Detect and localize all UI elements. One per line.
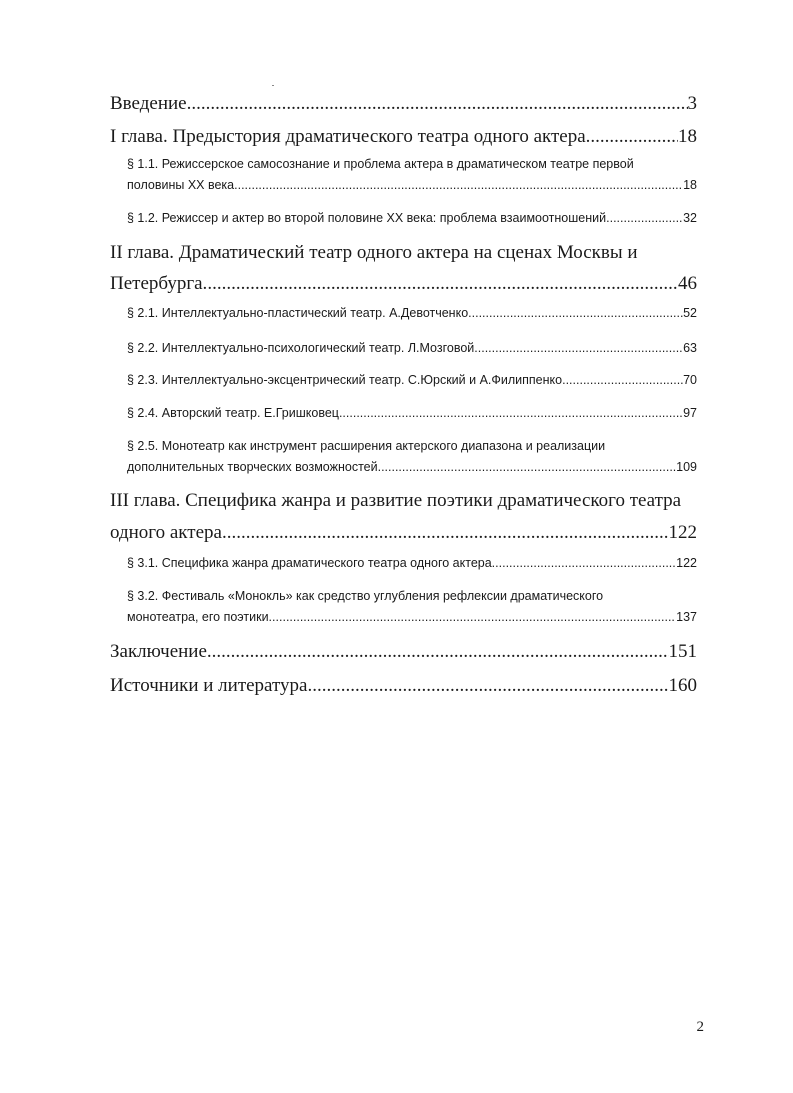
toc-entry-3-2[interactable] [127,610,697,624]
toc-entry-page: 70 [683,373,697,387]
toc-entry-2-5-line1[interactable] [127,439,697,453]
toc-entry-sources[interactable] [110,675,697,697]
toc-leader-dots [207,273,678,295]
toc-entry-chapter-3[interactable] [110,522,697,544]
toc-entry-title: § 1.1. Режиссерское самосознание и проблема актера в драматическом театре первой [127,157,634,171]
toc-entry-title: Заключение. [110,641,212,662]
toc-entry-page: 46 [678,273,697,294]
toc-entry-page: 18 [683,178,697,192]
toc-leader-dots [590,126,678,148]
toc-leader-dots [339,406,683,420]
toc-leader-dots [238,178,684,192]
toc-entry-page: 32 [683,211,697,225]
toc-leader-dots [272,610,676,624]
toc-entry-title: § 2.3. Интеллектуально-эксцентрический театр. С.Юрский и А.Филиппенко. [127,373,566,387]
toc-entry-title: половины XX века. [127,178,238,192]
toc-entry-page: 97 [683,406,697,420]
toc-entry-page: 52 [683,306,697,320]
toc-entry-title: § 2.1. Интеллектуально-пластический театр. А.Девотченко. [127,306,472,320]
toc-entry-title: дополнительных творческих возможностей [127,460,378,474]
toc-entry-page: 137 [676,610,697,624]
toc-entry-page: 160 [668,675,697,696]
toc-entry-1-1[interactable] [127,178,697,192]
toc-entry-title: Петербурга. [110,273,208,294]
toc-entry-title: I глава. Предыстория драматического театра одного актера. [110,126,591,147]
toc-leader-dots [191,93,687,115]
toc-entry-title: § 1.2. Режиссер и актер во второй половине XX века: проблема взаимоотношений. [127,211,610,225]
toc-entry-3-1[interactable] [127,556,697,570]
toc-leader-dots [222,522,669,544]
toc-entry-title: § 2.2. Интеллектуально-психологический театр. Л.Мозговой. [127,341,478,355]
toc-leader-dots [610,211,684,225]
toc-entry-chapter-3-line1[interactable] [110,490,697,512]
toc-entry-page: 3 [687,93,697,114]
toc-entry-chapter-2-line1[interactable] [110,242,697,264]
toc-entry-3-2-line1[interactable] [127,589,697,603]
toc-entry-title: одного актера [110,522,222,543]
toc-entry-2-5[interactable] [127,460,697,474]
toc-entry-page: 63 [683,341,697,355]
toc-leader-dots [472,306,683,320]
toc-entry-title: § 2.5. Монотеатр как инструмент расширения актерского диапазона и реализации [127,439,606,453]
toc-entry-page: 122 [668,522,697,543]
page-number: 2 [696,1019,704,1035]
toc-entry-1-1-line1[interactable] [127,157,697,171]
toc-entry-chapter-2[interactable] [110,273,697,295]
toc-entry-title: § 3.2. Фестиваль «Монокль» как средство углубления рефлексии драматического [127,589,604,603]
toc-entry-page: 109 [676,460,697,474]
toc-entry-2-1[interactable] [127,306,697,320]
toc-leader-dots [378,460,677,474]
toc-leader-dots [478,341,683,355]
toc-leader-dots [566,373,684,387]
toc-entry-title: монотеатра, его поэтики. [127,610,273,624]
toc-leader-dots [312,675,668,697]
toc-entry-title: III глава. Специфика жанра и развитие поэтики драматического театра [110,490,682,511]
toc-entry-2-3[interactable] [127,373,697,387]
toc-leader-dots [212,641,669,663]
toc-entry-conclusion[interactable] [110,641,697,663]
toc-entry-2-2[interactable] [127,341,697,355]
toc-entry-title: § 2.4. Авторский театр. Е.Гришковец [127,406,339,420]
toc-entry-intro[interactable] [110,93,697,115]
toc-entry-1-2[interactable] [127,211,697,225]
toc-leader-dots [495,556,676,570]
scan-speck [272,85,274,86]
toc-entry-title: § 3.1. Специфика жанра драматического театра одного актера. [127,556,496,570]
toc-entry-page: 122 [676,556,697,570]
toc-entry-page: 151 [668,641,697,662]
toc-entry-title: Введение. [110,93,192,114]
toc-entry-title: II глава. Драматический театр одного актера на сценах Москвы и [110,242,638,263]
toc-entry-chapter-1[interactable] [110,126,697,148]
toc-entry-page: 18 [678,126,697,147]
toc-entry-2-4[interactable] [127,406,697,420]
toc-entry-title: Источники и литература. [110,675,313,696]
